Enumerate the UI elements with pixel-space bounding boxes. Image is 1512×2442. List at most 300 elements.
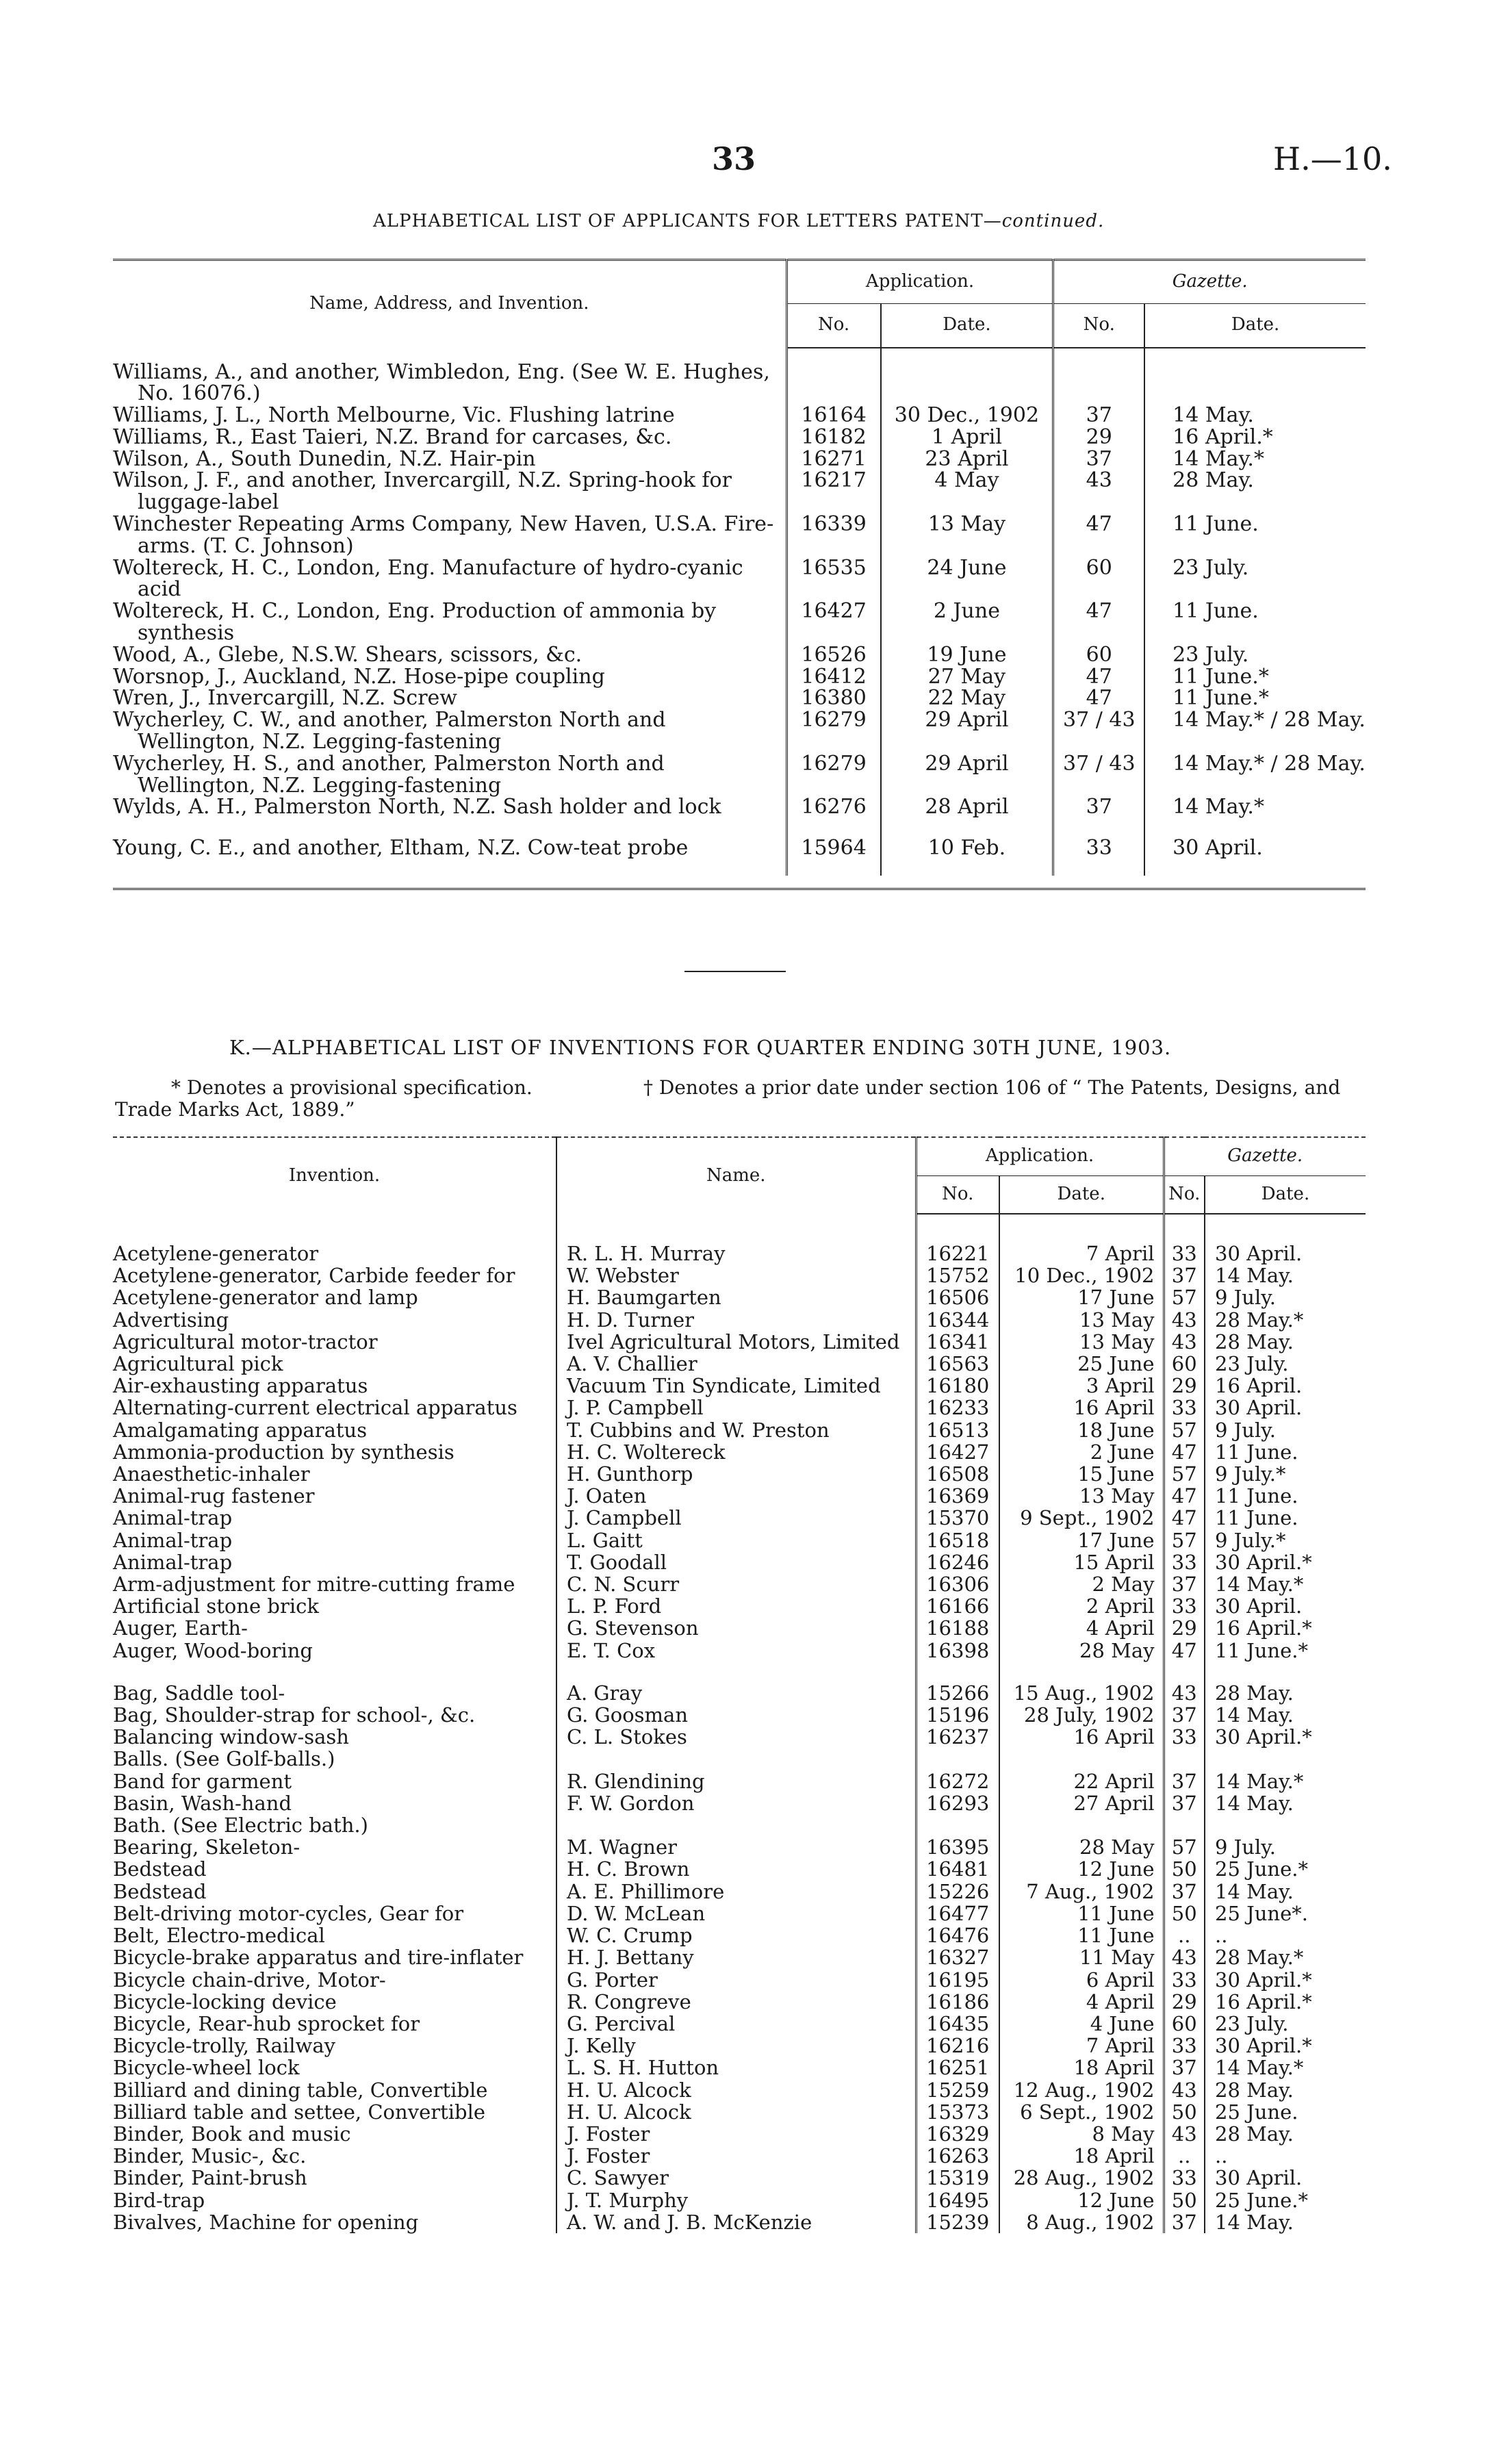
gazette-date: 23 July. [1144,557,1366,601]
application-date: 28 July, 1902 [999,1704,1164,1726]
invention: Anaesthetic-inhaler [113,1462,310,1486]
application-number: 16216 [916,2035,999,2057]
application-date: 6 Sept., 1902 [999,2101,1164,2123]
table-row [113,1573,1366,1595]
gazette-number: 29 [1053,427,1144,448]
applicant-name-invention: Woltereck, H. C., London, Eng. Production of ammonia by synthesis [113,599,717,646]
application-date: 2 April [999,1595,1164,1617]
application-number: 15226 [916,1881,999,1903]
table-row [113,709,1366,753]
gazette-date: 11 June.* [1144,687,1366,709]
application-date: 29 April [881,753,1053,797]
application-date: 17 June [999,1286,1164,1308]
applicant-name: D. W. McLean [556,1903,916,1924]
table-row [113,1770,1366,1792]
applicant-name: T. Cubbins and W. Preston [556,1419,916,1441]
table-row [113,600,1366,644]
application-date: 17 June [999,1529,1164,1551]
gazette-number: 50 [1164,1858,1205,1880]
gazette-number: 57 [1164,1286,1205,1308]
applicant-name: A. W. and J. B. McKenzie [556,2211,916,2233]
table-row [113,2035,1366,2057]
gazette-date: 9 July.* [1205,1529,1366,1551]
gazette-date [1205,1814,1366,1836]
section-divider [684,971,786,972]
invention: Bird-trap [113,2188,205,2212]
application-date: 11 June [999,1924,1164,1946]
applicants-table-body [113,348,1366,876]
gazette-date: 9 July. [1205,1419,1366,1441]
table-row [113,1704,1366,1726]
application-date: 25 June [999,1353,1164,1375]
applicant-name: H. Baumgarten [556,1286,916,1308]
table-row [113,448,1366,470]
gazette-number: .. [1164,2145,1205,2167]
application-number: 15373 [916,2101,999,2123]
invention: Animal-rug fastener [113,1484,315,1508]
gazette-number: 47 [1053,513,1144,557]
gazette-date: 28 May. [1144,470,1366,513]
gazette-date [1144,361,1366,405]
table-row [113,666,1366,688]
gazette-date: 16 April.* [1144,427,1366,448]
gazette-number: 43 [1164,1331,1205,1353]
application-number: 16276 [786,796,880,818]
invention: Artificial stone brick [113,1594,319,1618]
table-row [113,1969,1366,1991]
application-number: 16279 [786,753,880,797]
application-number: 16221 [916,1243,999,1264]
gazette-date: 23 July. [1205,1353,1366,1375]
applicant-name [556,1814,916,1836]
application-number: 16166 [916,1595,999,1617]
spacer-row [113,1214,1366,1243]
applicant-name: L. P. Ford [556,1595,916,1617]
application-date: 10 Dec., 1902 [999,1264,1164,1286]
gazette-number: 47 [1164,1507,1205,1529]
applicant-name: R. Congreve [556,1991,916,2013]
gazette-number: 37 / 43 [1053,709,1144,753]
gazette-number [1053,361,1144,405]
invention: Amalgamating apparatus [113,1418,368,1442]
invention: Bath. (See Electric bath.) [113,1814,368,1837]
application-date: 4 June [999,2013,1164,2035]
application-date: 2 May [999,1573,1164,1595]
application-date: 22 May [881,687,1053,709]
gazette-number: 47 [1053,687,1144,709]
applicant-name: G. Percival [556,2013,916,2035]
applicant-name: H. D. Turner [556,1309,916,1331]
gazette-number: 37 [1164,1770,1205,1792]
table-row [113,1595,1366,1617]
gazette-date: 11 June. [1144,513,1366,557]
invention: Air-exhausting apparatus [113,1374,368,1398]
gazette-date: 9 July. [1205,1836,1366,1858]
applicant-name-invention: Williams, R., East Taieri, N.Z. Brand for carcases, &c. [113,424,672,449]
invention: Band for garment [113,1769,292,1793]
applicant-name-invention: Winchester Repeating Arms Company, New Haven, U.S.A. Fire-arms. (T. C. Johnson) [113,512,774,558]
gazette-number: 29 [1164,1617,1205,1639]
invention: Auger, Earth- [113,1616,248,1640]
applicant-name [556,1748,916,1770]
gazette-date: 25 June.* [1205,2189,1366,2211]
application-date: 12 June [999,1858,1164,1880]
table-row [113,1375,1366,1397]
application-date: 13 May [999,1309,1164,1331]
application-number: 16506 [916,1286,999,1308]
table-row [113,1309,1366,1331]
gazette-number: .. [1164,1924,1205,1946]
applicant-name: H. U. Alcock [556,2101,916,2123]
col-application-header: Application. [786,260,1053,304]
application-date: 9 Sept., 1902 [999,1507,1164,1529]
gazette-number [1164,1748,1205,1770]
application-number: 16237 [916,1726,999,1748]
applicant-name: G. Stevenson [556,1617,916,1639]
application-number: 16279 [786,709,880,753]
application-number: 16341 [916,1331,999,1353]
application-number: 16272 [916,1770,999,1792]
gazette-number: 33 [1164,2035,1205,2057]
gazette-date: 23 July. [1205,2013,1366,2035]
application-date: 16 April [999,1726,1164,1748]
applicant-name: H. C. Brown [556,1858,916,1880]
application-number: 15239 [916,2211,999,2233]
gazette-number: 33 [1053,837,1144,859]
applicant-name-invention: Wilson, J. F., and another, Invercargill, N.Z. Spring-hook for luggage-label [113,468,732,515]
invention: Agricultural pick [113,1352,283,1376]
gazette-date: 16 April. [1205,1375,1366,1397]
table1-bottom-rule [113,888,1366,890]
application-number: 15370 [916,1507,999,1529]
applicant-name: J. T. Murphy [556,2189,916,2211]
applicant-name: W. C. Crump [556,1924,916,1946]
application-date: 22 April [999,1770,1164,1792]
invention: Bicycle-brake apparatus and tire-inflater [113,1946,524,1970]
gazette-date: 30 April.* [1205,1969,1366,1991]
invention: Balancing window-sash [113,1725,349,1749]
gazette-date: 25 June*. [1205,1903,1366,1924]
applicants-table [113,259,1366,876]
invention: Alternating-current electrical apparatus [113,1396,517,1420]
applicant-name-invention: Worsnop, J., Auckland, N.Z. Hose-pipe coupling [113,664,605,689]
gazette-date: 14 May.* [1144,448,1366,470]
applicant-name-invention: Wilson, A., South Dunedin, N.Z. Hair-pin [113,446,536,471]
application-date: 4 April [999,1617,1164,1639]
application-number: 16246 [916,1551,999,1573]
application-date: 7 April [999,2035,1164,2057]
application-date: 28 May [999,1640,1164,1662]
gazette-date: 14 May. [1205,1792,1366,1814]
invention: Animal-trap [113,1550,233,1574]
gazette-date: 9 July. [1205,1286,1366,1308]
application-number: 16513 [916,1419,999,1441]
table-row [113,753,1366,797]
gazette-number: 50 [1164,2101,1205,2123]
gazette-date: 28 May. [1205,2079,1366,2101]
gazette-date: 23 July. [1144,644,1366,666]
application-number: 16563 [916,1353,999,1375]
gazette-number: 37 [1164,1792,1205,1814]
application-number [786,361,880,405]
application-number: 15196 [916,1704,999,1726]
invention: Belt, Electro-medical [113,1924,325,1948]
gazette-number: 37 [1053,448,1144,470]
invention: Animal-trap [113,1528,233,1552]
table-row [113,361,1366,405]
inventions-table [113,1136,1366,2233]
table-row [113,2079,1366,2101]
applicant-name-invention: Williams, J. L., North Melbourne, Vic. Flushing latrine [113,403,675,428]
applicant-name: T. Goodall [556,1551,916,1573]
table-row [113,1264,1366,1286]
gazette-number: 57 [1164,1529,1205,1551]
gazette-date: 11 June. [1205,1441,1366,1463]
note-provisional: * Denotes a provisional specification. [171,1076,533,1099]
application-number: 16427 [786,600,880,644]
application-date: 11 June [999,1903,1164,1924]
gazette-date: .. [1205,1924,1366,1946]
gazette-number: 47 [1164,1485,1205,1507]
application-date [999,1814,1164,1836]
gazette-number: 33 [1164,1397,1205,1419]
table-row [113,2189,1366,2211]
applicant-name: A. E. Phillimore [556,1881,916,1903]
col-name-header: Name, Address, and Invention. [309,293,589,314]
table-row [113,1836,1366,1858]
gazette-date: 11 June. [1205,1507,1366,1529]
applicant-name: W. Webster [556,1264,916,1286]
applicant-name: L. S. H. Hutton [556,2057,916,2078]
table-row [113,2013,1366,2035]
col-gdate-header: Date. [1144,304,1366,348]
application-number: 16327 [916,1946,999,1968]
gazette-date [1205,1748,1366,1770]
applicant-name: F. W. Gordon [556,1792,916,1814]
invention: Bedstead [113,1879,207,1903]
gazette-number: 43 [1053,470,1144,513]
applicant-name: H. J. Bettany [556,1946,916,1968]
col-no-header: No. [916,1175,999,1214]
gazette-date: 14 May.* [1144,796,1366,818]
invention: Auger, Wood-boring [113,1638,313,1662]
invention: Bicycle, Rear-hub sprocket for [113,2011,420,2035]
gazette-number: 37 [1053,405,1144,427]
spacer-row [113,859,1366,876]
gazette-date: 28 May. [1205,2123,1366,2145]
gazette-date: 30 April. [1205,2167,1366,2189]
table-row [113,1881,1366,1903]
application-date: 16 April [999,1397,1164,1419]
gazette-number: 50 [1164,2189,1205,2211]
applicant-name: J. Oaten [556,1485,916,1507]
application-number: 16380 [786,687,880,709]
invention: Bivalves, Machine for opening [113,2210,419,2234]
application-number [916,1814,999,1836]
gazette-number: 60 [1053,557,1144,601]
application-number: 16344 [916,1309,999,1331]
application-number: 16180 [916,1375,999,1397]
application-number: 16182 [786,427,880,448]
applicant-name: G. Goosman [556,1704,916,1726]
invention: Billiard table and settee, Convertible [113,2100,486,2124]
applicant-name-invention: Wycherley, H. S., and another, Palmerston North and Wellington, N.Z. Legging-fastening [113,751,665,798]
application-number: 16526 [786,644,880,666]
applicant-name: H. C. Woltereck [556,1441,916,1463]
gazette-number: 47 [1164,1640,1205,1662]
application-date: 7 April [999,1243,1164,1264]
table-row [113,1748,1366,1770]
table-row [113,1924,1366,1946]
table-row [113,470,1366,513]
gazette-date: 16 April.* [1205,1991,1366,2013]
table-row [113,687,1366,709]
invention: Binder, Paint-brush [113,2166,307,2190]
table-row [113,1463,1366,1485]
application-number: 16339 [786,513,880,557]
gazette-date: 14 May. [1205,1881,1366,1903]
gazette-number: 50 [1164,1903,1205,1924]
application-number: 16535 [786,557,880,601]
gazette-number: 47 [1053,666,1144,688]
applicant-name: H. U. Alcock [556,2079,916,2101]
applicant-name: A. Gray [556,1682,916,1704]
application-date: 28 April [881,796,1053,818]
gazette-number: 37 [1164,1704,1205,1726]
application-date: 18 June [999,1419,1164,1441]
col-date-header: Date. [999,1175,1164,1214]
gazette-date: 11 June.* [1144,666,1366,688]
gazette-date: 25 June. [1205,2101,1366,2123]
gazette-number: 37 / 43 [1053,753,1144,797]
applicant-name: J. Kelly [556,2035,916,2057]
spacer-row [113,818,1366,837]
note-act: Trade Marks Act, 1889.” [115,1098,355,1121]
table-row [113,1507,1366,1529]
application-number: 16188 [916,1617,999,1639]
gazette-date: 30 April. [1205,1397,1366,1419]
table-row [113,1903,1366,1924]
col-gno-header: No. [1053,304,1144,348]
application-date: 28 Aug., 1902 [999,2167,1164,2189]
table-row [113,1726,1366,1748]
application-date: 4 April [999,1991,1164,2013]
table1-title [373,211,1104,231]
applicant-name: L. Gaitt [556,1529,916,1551]
table-row [113,1529,1366,1551]
application-number: 16293 [916,1792,999,1814]
applicant-name: R. L. H. Murray [556,1243,916,1264]
application-date [999,1748,1164,1770]
application-number: 16477 [916,1903,999,1924]
gazette-date: 14 May. [1205,2211,1366,2233]
spacer-row [113,1662,1366,1682]
gazette-date: 28 May. [1205,1331,1366,1353]
invention: Bicycle-trolly, Railway [113,2034,336,2058]
invention: Bag, Shoulder-strap for school-, &c. [113,1703,476,1727]
table-row [113,1814,1366,1836]
col-no-header: No. [786,304,880,348]
gazette-number: 37 [1164,1881,1205,1903]
gazette-number: 29 [1164,1375,1205,1397]
applicant-name: J. Foster [556,2145,916,2167]
application-number: 16476 [916,1924,999,1946]
invention: Acetylene-generator, Carbide feeder for [113,1264,515,1288]
application-date: 8 May [999,2123,1164,2145]
applicant-name: E. T. Cox [556,1640,916,1662]
gazette-date: 30 April.* [1205,1726,1366,1748]
application-date [881,361,1053,405]
gazette-date: 11 June.* [1205,1640,1366,1662]
page-number: 33 [712,140,756,177]
invention: Basin, Wash-hand [113,1791,292,1815]
applicant-name-invention: Woltereck, H. C., London, Eng. Manufacture of hydro-cyanic acid [113,555,743,602]
application-number: 16412 [786,666,880,688]
application-date: 27 April [999,1792,1164,1814]
applicant-name-invention: Wycherley, C. W., and another, Palmerston North and Wellington, N.Z. Legging-fastening [113,708,666,754]
table-row [113,1946,1366,1968]
gazette-number [1164,1814,1205,1836]
gazette-number: 33 [1164,1595,1205,1617]
application-date: 13 May [999,1485,1164,1507]
application-number: 16195 [916,1969,999,1991]
applicant-name: H. Gunthorp [556,1463,916,1485]
gazette-number: 37 [1164,1264,1205,1286]
application-number: 16217 [786,470,880,513]
invention: Binder, Book and music [113,2122,351,2146]
gazette-date: 14 May.* [1205,1770,1366,1792]
gazette-date: 14 May. [1205,1704,1366,1726]
application-number: 16271 [786,448,880,470]
gazette-date: 28 May.* [1205,1946,1366,1968]
table-row [113,1617,1366,1639]
application-number: 15752 [916,1264,999,1286]
table-row [113,1243,1366,1264]
note-prior-date: † Denotes a prior date under section 106 of “ The Patents, Designs, and [643,1076,1341,1099]
table-row [113,1551,1366,1573]
gazette-number: 37 [1164,2057,1205,2078]
application-date: 6 April [999,1969,1164,1991]
applicant-name-invention: Wood, A., Glebe, N.S.W. Shears, scissors, &c. [113,642,582,667]
table-row [113,1991,1366,2013]
table-row [113,837,1366,859]
col-name-header: Name. [556,1137,916,1214]
col-date-header: Date. [881,304,1053,348]
table-row [113,1485,1366,1507]
gazette-date: 28 May. [1205,1682,1366,1704]
application-date: 24 June [881,557,1053,601]
invention: Bedstead [113,1857,207,1881]
gazette-number: 43 [1164,1682,1205,1704]
invention: Binder, Music-, &c. [113,2144,307,2168]
application-date: 15 Aug., 1902 [999,1682,1164,1704]
applicant-name: M. Wagner [556,1836,916,1858]
invention: Advertising [113,1308,229,1332]
applicant-name: R. Glendining [556,1770,916,1792]
applicant-name: A. V. Challier [556,1353,916,1375]
spacer-row [113,348,1366,361]
gazette-number: 57 [1164,1463,1205,1485]
application-number: 15259 [916,2079,999,2101]
applicant-name: C. L. Stokes [556,1726,916,1748]
gazette-number: 60 [1164,1353,1205,1375]
application-date: 2 June [999,1441,1164,1463]
application-date: 19 June [881,644,1053,666]
gazette-number: 43 [1164,2123,1205,2145]
gazette-number: 37 [1164,1573,1205,1595]
applicant-name: J. Foster [556,2123,916,2145]
application-number: 16186 [916,1991,999,2013]
